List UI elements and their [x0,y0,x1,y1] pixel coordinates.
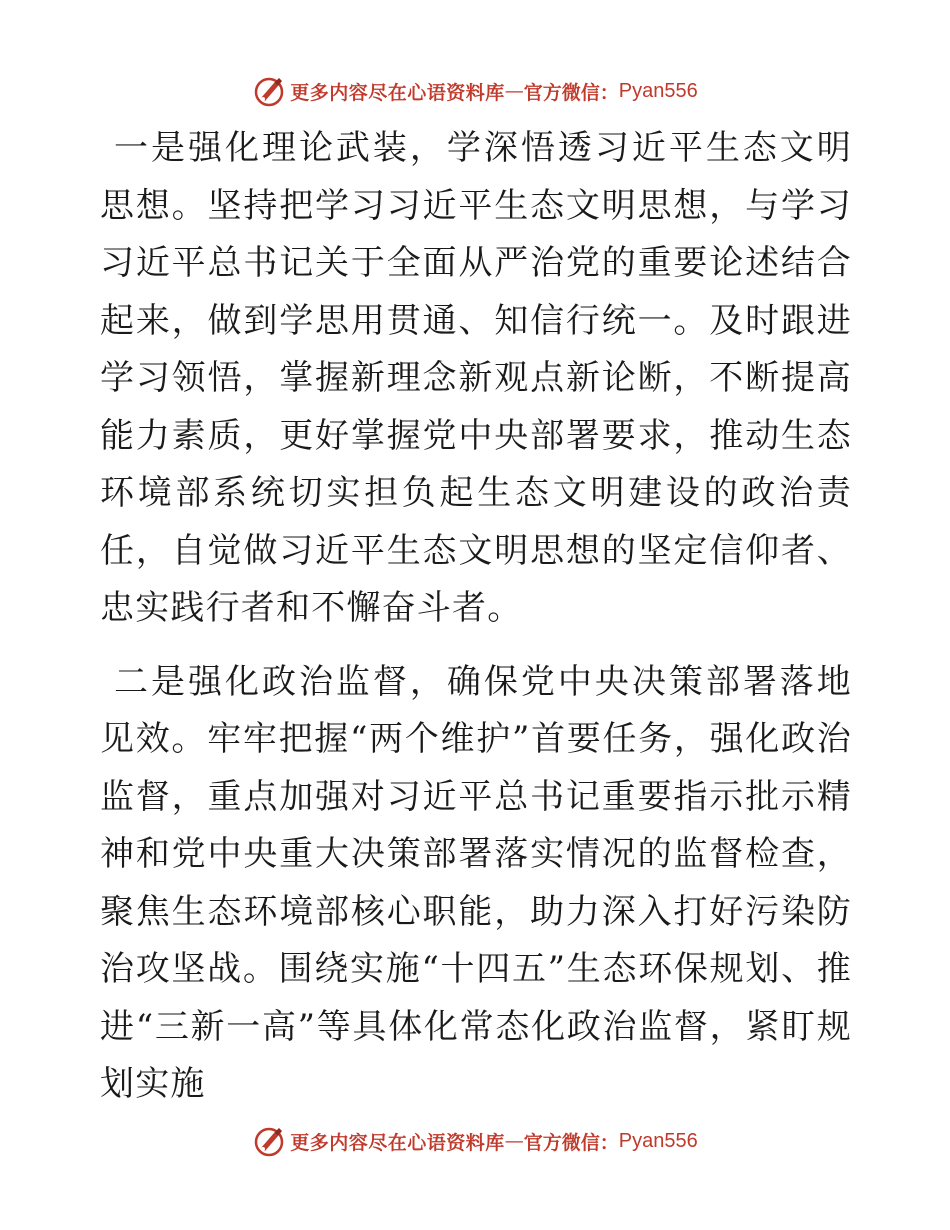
brand-logo-icon [252,1124,286,1158]
paragraph-2: 二是强化政治监督，确保党中央决策部署落地见效。牢牢把握“两个维护”首要任务，强化政治监督，重点加强对习近平总书记重要指示批示精神和党中央重大决策部署落实情况的监督检查，聚焦生态环境部核心职能，助力深入打好污染防治攻坚战。围绕实施“十四五”生态环保规划、推进“三新一高”等具体化常态化政治监督，紧盯规划实施 [100,661,852,1104]
footer-brand-text: 更多内容尽在心语资料库 [290,1131,505,1154]
footer-separator: — [504,1130,524,1152]
header-wechat-handle: Pyan556 [618,79,698,102]
header-separator: — [504,80,524,102]
header-banner [0,71,950,111]
footer-banner [0,1121,950,1161]
brand-logo-icon [252,74,286,108]
document-body [100,120,852,1130]
footer-official-label: 官方微信： [523,1131,619,1154]
paragraph-1: 一是强化理论武装，学深悟透习近平生态文明思想。坚持把学习习近平生态文明思想，与学习习近平总书记关于全面从严治党的重要论述结合起来，做到学思用贯通、知信行统一。及时跟进学习领悟，掌握新理念新观点新论断，不断提高能力素质，更好掌握党中央部署要求，推动生态环境部系统切实担负起生态文明建设的政治责任，自觉做习近平生态文明思想的坚定信仰者、忠实践行者和不懈奋斗者。 [100,128,852,628]
header-brand-text: 更多内容尽在心语资料库 [290,81,505,104]
footer-wechat-handle: Pyan556 [618,1129,698,1152]
header-official-label: 官方微信： [523,81,619,104]
